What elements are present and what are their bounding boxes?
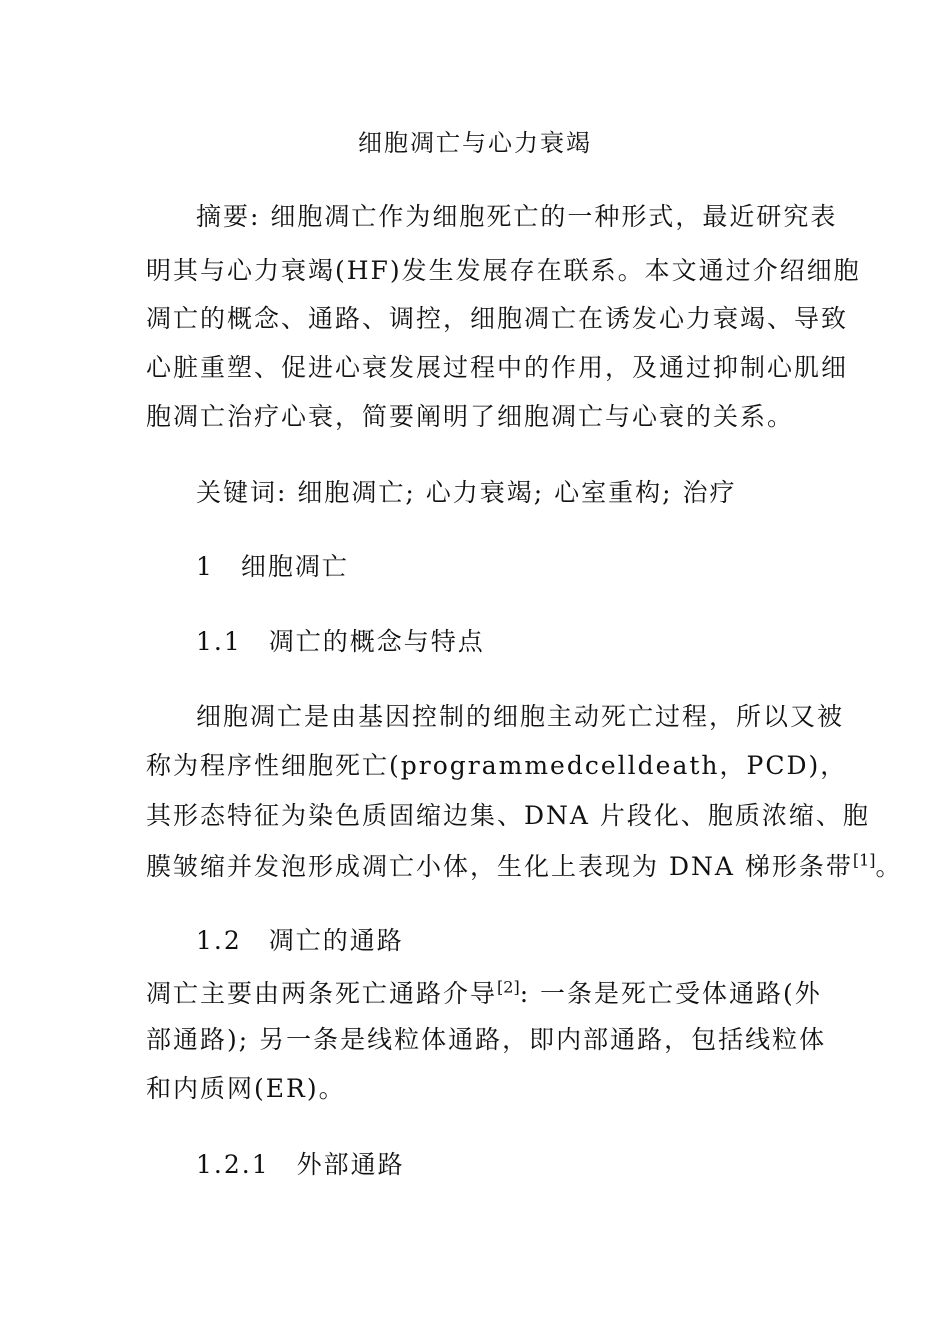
section-1-1-line-4: [146, 851, 903, 883]
section-1-1-heading: 1.1 凋亡的概念与特点: [196, 627, 485, 656]
document-title: 细胞凋亡与心力衰竭: [358, 129, 592, 157]
abstract-line-5: 胞凋亡治疗心衰，简要阐明了细胞凋亡与心衰的关系。: [146, 402, 795, 431]
section-1-1-line-4-text: 膜皱缩并发泡形成凋亡小体，生化上表现为 DNA 梯形条带: [146, 852, 853, 881]
section-1-1-line-1: 细胞凋亡是由基因控制的细胞主动死亡过程，所以又被: [196, 702, 845, 731]
section-1-2-heading: 1.2 凋亡的通路: [196, 926, 404, 955]
section-1-2-line-2: 部通路); 另一条是线粒体通路，即内部通路，包括线粒体: [146, 1025, 827, 1054]
citation-1: [1]: [852, 850, 876, 870]
section-1-1-line-4-end: 。: [875, 852, 903, 881]
section-1-1-line-2-part-3: cell: [584, 751, 638, 780]
abstract-line-3: 凋亡的概念、通路、调控，细胞凋亡在诱发心力衰竭、导致: [146, 304, 849, 333]
section-1-2-line-1-text: 凋亡主要由两条死亡通路介导: [146, 979, 498, 1008]
section-1-2-line-1: [146, 978, 822, 1010]
abstract-line-1: 摘要: 细胞凋亡作为细胞死亡的一种形式，最近研究表: [196, 202, 838, 231]
section-1-1-line-3: 其形态特征为染色质固缩边集、DNA 片段化、胞质浓缩、胞: [146, 801, 870, 830]
keywords-line: 关键词: 细胞凋亡; 心力衰竭; 心室重构; 治疗: [196, 478, 737, 507]
section-1-1-line-2-part-1: 称为程序性细胞死亡: [146, 751, 390, 780]
section-1-1-line-2-part-2: (programmed: [389, 751, 585, 780]
section-1-2-1-heading: 1.2.1 外部通路: [196, 1150, 405, 1179]
section-1-2-line-3: 和内质网(ER)。: [146, 1074, 346, 1103]
section-1-2-line-1-end: : 一条是死亡受体通路(外: [519, 979, 822, 1008]
abstract-line-4: 心脏重塑、促进心衰发展过程中的作用，及通过抑制心肌细: [146, 353, 849, 382]
abstract-line-2: 明其与心力衰竭(HF)发生发展存在联系。本文通过介绍细胞: [146, 256, 861, 285]
section-1-heading: 1 细胞凋亡: [196, 552, 349, 581]
section-1-1-line-2: [146, 750, 848, 782]
citation-2: [2]: [497, 977, 520, 997]
section-1-1-line-2-part-4: death，PCD)，: [637, 751, 848, 780]
